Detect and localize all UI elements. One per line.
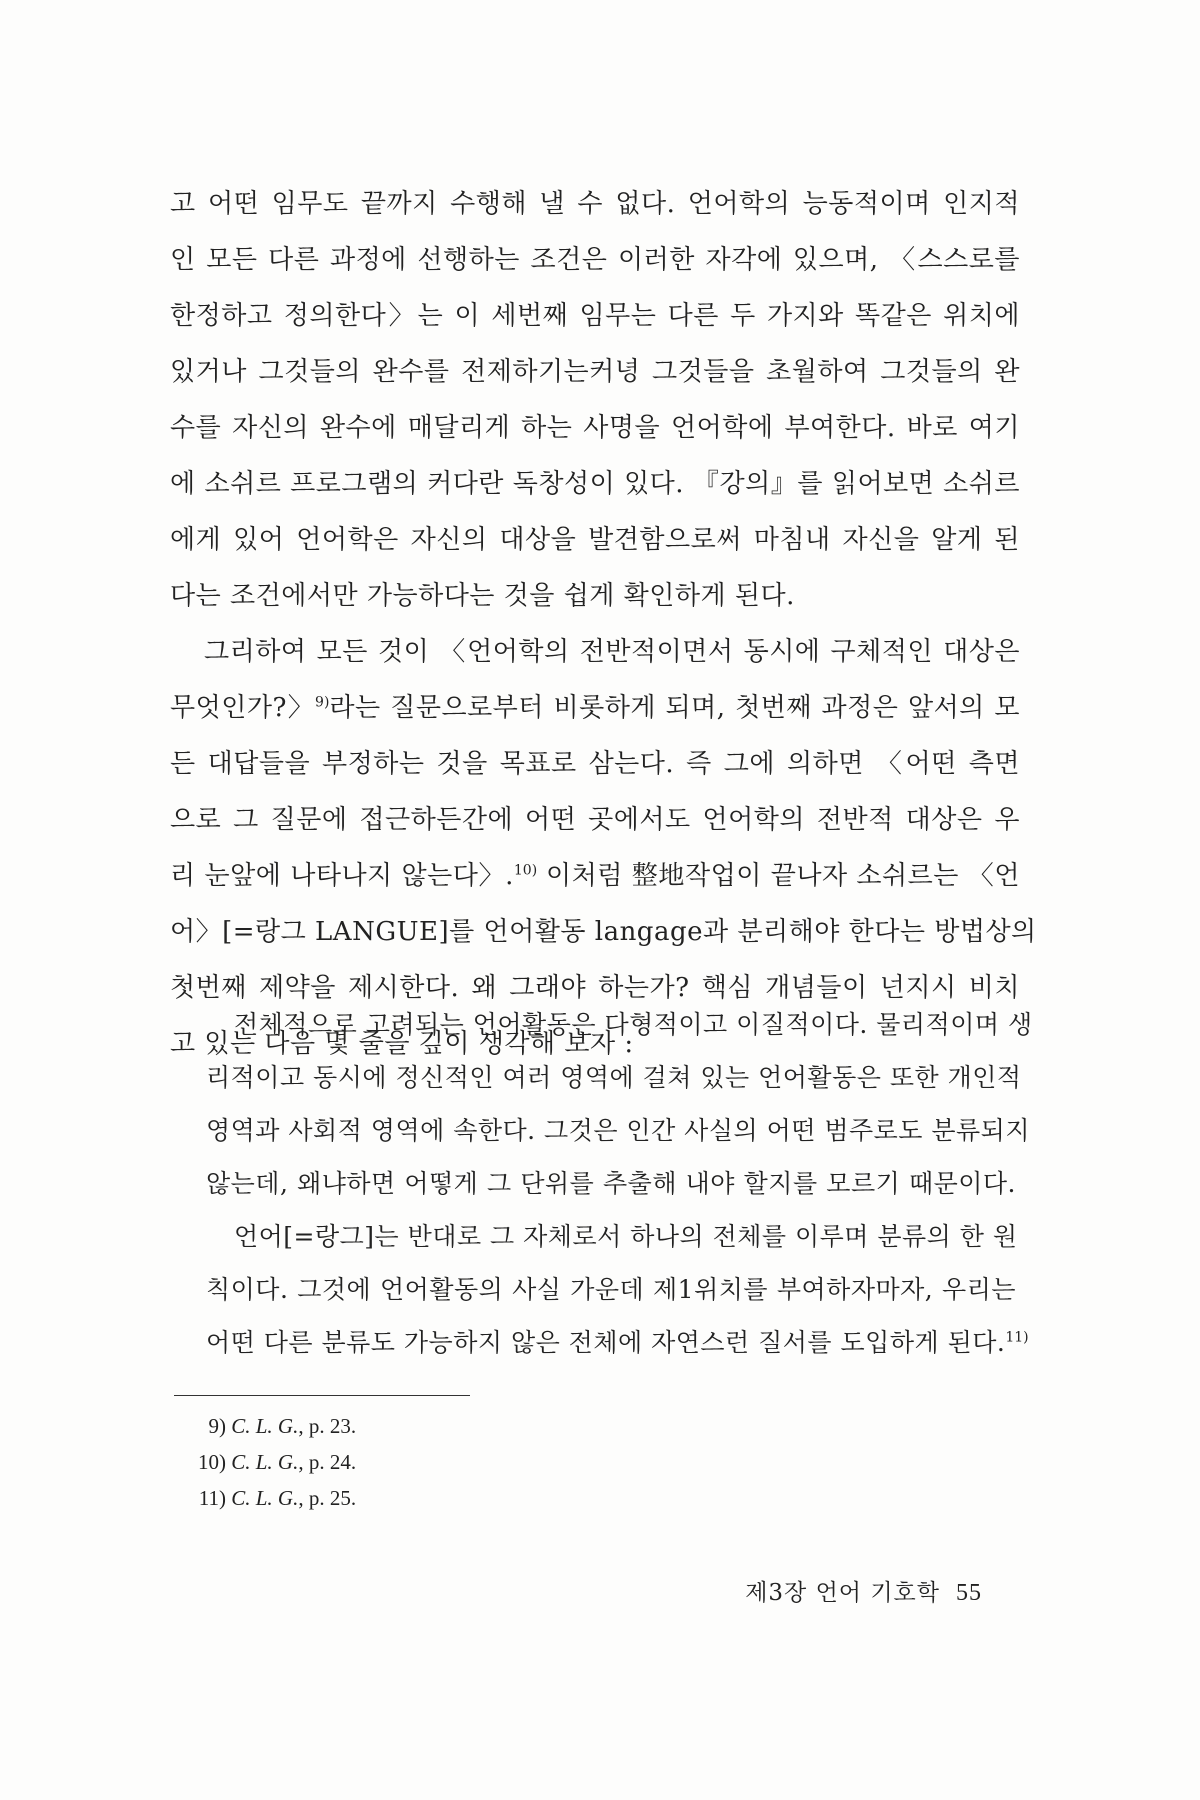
footnote xyxy=(184,1480,356,1516)
footnote-marker: 10) xyxy=(513,862,538,879)
footnote xyxy=(184,1408,356,1444)
text-span: 라는 질문으로부터 비롯하게 되며, 첫번째 과정은 앞서의 모 xyxy=(329,693,1020,723)
text-line: 어〉[=랑그 LANGUE]를 언어활동 langage과 분리해야 한다는 방법상의 xyxy=(170,917,1037,947)
text-line: 고 있는 다음 몇 줄을 깊이 생각해 보자 : xyxy=(170,1029,634,1059)
text-line xyxy=(170,848,1020,904)
footnote-marker: 9) xyxy=(315,694,330,711)
block-quote xyxy=(206,998,1033,1369)
footnote-citation: C. L. G. xyxy=(231,1414,299,1438)
quote-line xyxy=(206,1316,1029,1369)
footnote-number: 10) xyxy=(198,1450,226,1474)
quote-line: 않는데, 왜냐하면 어떻게 그 단위를 추출해 내야 할지를 모르기 때문이다. xyxy=(206,1169,1016,1198)
footnote-citation: C. L. G. xyxy=(231,1486,299,1510)
footnote-number: 11) xyxy=(198,1486,226,1510)
quote-line: 언어[=랑그]는 반대로 그 자체로서 하나의 전체를 이루며 분류의 한 원 xyxy=(234,1222,1018,1251)
text-span: 어떤 다른 분류도 가능하지 않은 전체에 자연스런 질서를 도입하게 된다. xyxy=(206,1328,1006,1357)
quote-line: 전체적으로 고려되는 언어활동은 다형적이고 이질적이다. 물리적이며 생 xyxy=(234,1010,1033,1039)
text-line: 수를 자신의 완수에 매달리게 하는 사명을 언어학에 부여한다. 바로 여기 xyxy=(170,413,1020,443)
text-line: 있거나 그것들의 완수를 전제하기는커녕 그것들을 초월하여 그것들의 완 xyxy=(170,357,1020,387)
quote-line: 리적이고 동시에 정신적인 여러 영역에 걸쳐 있는 언어활동은 또한 개인적 xyxy=(206,1063,1022,1092)
running-footer xyxy=(745,1574,982,1607)
main-text xyxy=(170,176,1037,1072)
text-line: 그리하여 모든 것이 〈언어학의 전반적이면서 동시에 구체적인 대상은 xyxy=(204,637,1020,667)
footnotes xyxy=(184,1408,356,1516)
chapter-title: 제3장 언어 기호학 xyxy=(745,1580,940,1606)
footnote-page: , p. 25. xyxy=(298,1486,357,1510)
footnote xyxy=(184,1444,356,1480)
text-line: 첫번째 제약을 제시한다. 왜 그래야 하는가? 핵심 개념들이 넌지시 비치 xyxy=(170,973,1020,1003)
page-number: 55 xyxy=(956,1580,982,1606)
text-span: 이처럼 整地작업이 끝나자 소쉬르는 〈언 xyxy=(537,861,1020,891)
footnote-number: 9) xyxy=(208,1414,226,1438)
text-line: 에 소쉬르 프로그램의 커다란 독창성이 있다. 『강의』를 읽어보면 소쉬르 xyxy=(170,469,1020,499)
footnote-page: , p. 23. xyxy=(298,1414,357,1438)
text-line xyxy=(170,680,1020,736)
text-line: 에게 있어 언어학은 자신의 대상을 발견함으로써 마침내 자신을 알게 된 xyxy=(170,525,1020,555)
footnote-divider xyxy=(174,1395,470,1396)
text-line: 다는 조건에서만 가능하다는 것을 쉽게 확인하게 된다. xyxy=(170,581,795,611)
text-span: 리 눈앞에 나타나지 않는다〉. xyxy=(170,861,514,891)
quote-line: 영역과 사회적 영역에 속한다. 그것은 인간 사실의 어떤 범주로도 분류되지 xyxy=(206,1116,1030,1145)
text-line: 든 대답들을 부정하는 것을 목표로 삼는다. 즉 그에 의하면 〈어떤 측면 xyxy=(170,749,1020,779)
text-line: 고 어떤 임무도 끝까지 수행해 낼 수 없다. 언어학의 능동적이며 인지적 xyxy=(170,189,1020,219)
footnote-page: , p. 24. xyxy=(298,1450,357,1474)
footnote-citation: C. L. G. xyxy=(231,1450,299,1474)
text-line: 한정하고 정의한다〉는 이 세번째 임무는 다른 두 가지와 똑같은 위치에 xyxy=(170,301,1020,331)
text-line: 으로 그 질문에 접근하든간에 어떤 곳에서도 언어학의 전반적 대상은 우 xyxy=(170,805,1020,835)
text-line: 인 모든 다른 과정에 선행하는 조건은 이러한 자각에 있으며, 〈스스로를 xyxy=(170,245,1020,275)
quote-line: 칙이다. 그것에 언어활동의 사실 가운데 제1위치를 부여하자마자, 우리는 xyxy=(206,1275,1016,1304)
footnote-marker: 11) xyxy=(1005,1329,1029,1346)
text-span: 무엇인가?〉 xyxy=(170,693,316,723)
